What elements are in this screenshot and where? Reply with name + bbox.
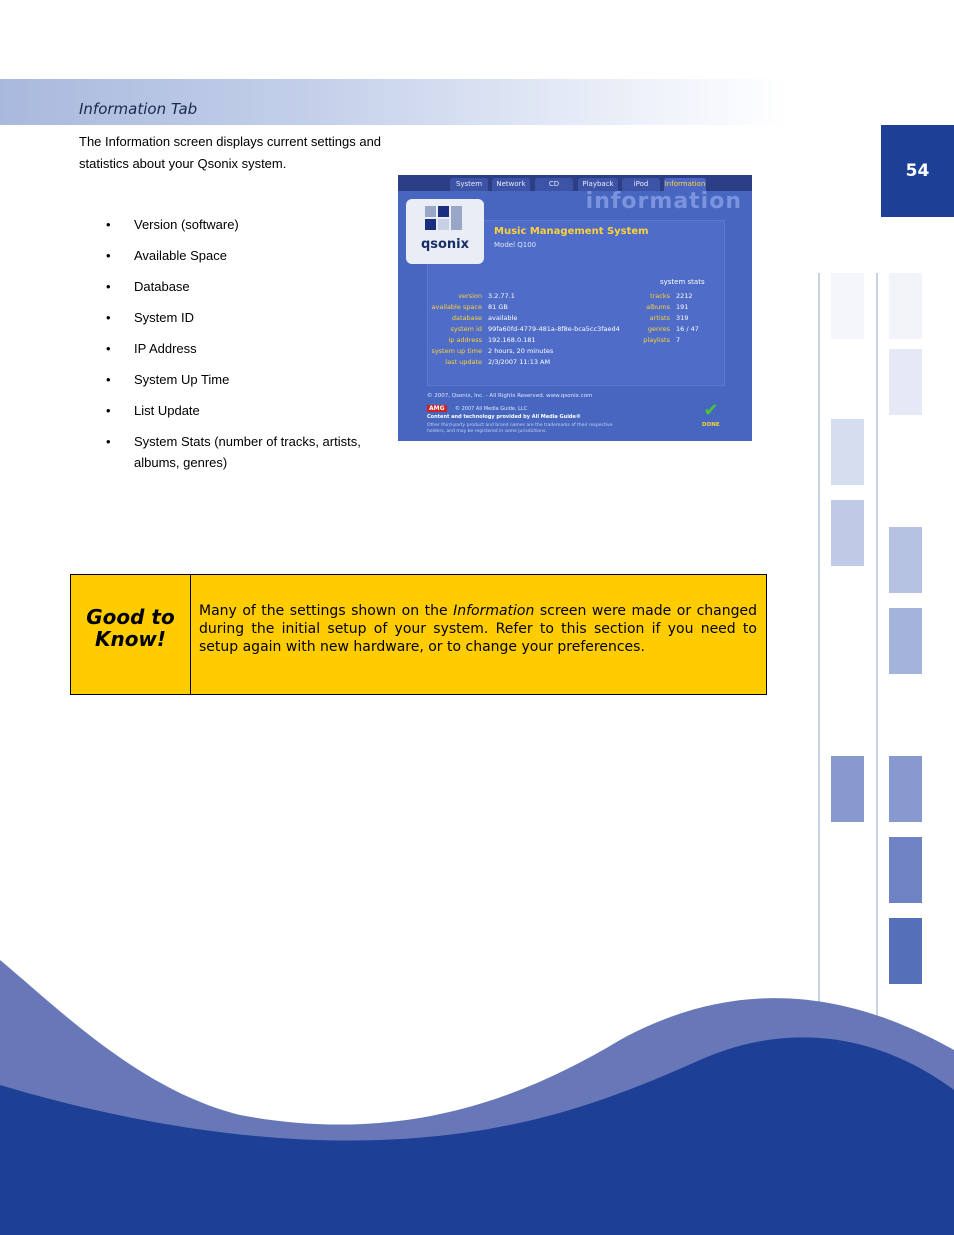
decor-square xyxy=(889,608,922,674)
qsonix-logo xyxy=(406,199,484,264)
decor-square xyxy=(831,419,864,485)
qsonix-logo-icon xyxy=(406,201,484,241)
info-label: ip address xyxy=(448,336,482,344)
info-value: 99fa60fd-4779-481a-8f8e-bca5cc3faed4 xyxy=(488,325,620,333)
page-title: Information Tab xyxy=(79,100,198,118)
wave-dark xyxy=(0,1037,954,1235)
logo-wordmark: qsonix xyxy=(420,237,470,252)
callout-divider xyxy=(190,575,191,694)
feature-list xyxy=(106,214,374,483)
info-label: version xyxy=(458,292,482,300)
product-model: Model Q100 xyxy=(494,241,537,249)
stats-value: 16 / 47 xyxy=(676,325,699,333)
decor-square xyxy=(889,349,922,415)
stats-value: 191 xyxy=(676,303,689,311)
list-item: • System Stats (number of tracks, artists, albums, genres) xyxy=(106,431,374,473)
tab-playback[interactable]: Playback xyxy=(578,178,618,191)
decor-square xyxy=(831,273,864,339)
tab-cd[interactable]: CD xyxy=(535,178,573,191)
amg-copyright: © 2007 All Media Guide, LLC xyxy=(455,406,528,412)
callout-text: Many of the settings shown on the xyxy=(199,603,454,619)
intro-paragraph: The Information screen displays current settings and statistics about your Qsonix system. xyxy=(79,134,382,171)
amg-logo: AMG xyxy=(429,405,445,412)
list-item: • Available Space xyxy=(106,245,374,266)
stats-label: playlists xyxy=(643,336,670,344)
amg-credit: Content and technology provided by All Media Guide® xyxy=(427,414,581,420)
stats-value: 7 xyxy=(676,336,681,344)
list-item: • System ID xyxy=(106,307,374,328)
callout-text: screen were made or changed during the initial setup of your system. Refer to this section if you need to setup again with new hardware, or to change your preferences. xyxy=(199,603,757,655)
stats-label: genres xyxy=(647,325,670,333)
list-item: • System Up Time xyxy=(106,369,374,390)
info-value: 2 hours, 20 minutes xyxy=(488,347,554,355)
stats-value: 2212 xyxy=(676,292,693,300)
info-value: 3.2.77.1 xyxy=(488,292,515,300)
decor-square xyxy=(889,756,922,822)
page-number-tab: 54 xyxy=(881,125,954,217)
stats-value: 319 xyxy=(676,314,689,322)
list-item: • List Update xyxy=(106,400,374,421)
stats-label: albums xyxy=(646,303,670,311)
product-title: Music Management System xyxy=(494,226,649,237)
decor-square xyxy=(889,837,922,903)
list-item: • IP Address xyxy=(106,338,374,359)
info-label: system up time xyxy=(431,347,482,355)
info-label: database xyxy=(451,314,482,322)
decorative-waves xyxy=(0,940,954,1235)
stats-label: artists xyxy=(649,314,670,322)
trademark-note: Other third-party product and brand names are the trademarks of their respective holders, and may be registered in some jurisdictions. xyxy=(427,423,613,434)
list-item: • Database xyxy=(106,276,374,297)
stats-label: tracks xyxy=(650,292,670,300)
good-to-know-callout xyxy=(70,574,767,695)
decor-square xyxy=(831,500,864,566)
decor-square xyxy=(889,273,922,339)
copyright-line: © 2007, Qsonix, Inc. - All Rights Reserved. www.qsonix.com xyxy=(427,393,593,399)
callout-title: Good to Know! xyxy=(86,605,175,651)
done-check-icon[interactable]: ✔ xyxy=(703,400,719,421)
info-value: 2/3/2007 11:13 AM xyxy=(488,358,551,366)
info-label: system id xyxy=(450,325,482,333)
callout-emphasis: Information xyxy=(453,603,535,619)
callout-body xyxy=(199,602,757,656)
stats-heading: system stats xyxy=(660,278,705,286)
info-value: 192.168.0.181 xyxy=(488,336,536,344)
tab-information[interactable]: Information xyxy=(664,178,706,191)
tab-ipod[interactable]: iPod xyxy=(622,178,660,191)
decor-square xyxy=(889,527,922,593)
info-label: available space xyxy=(431,303,482,311)
decor-square xyxy=(831,756,864,822)
tab-system[interactable]: System xyxy=(450,178,488,191)
screen-heading: information xyxy=(585,189,742,214)
info-value: 81 GB xyxy=(488,303,508,311)
info-label: last update xyxy=(445,358,482,366)
done-button-label[interactable]: DONE xyxy=(702,422,720,428)
info-value: available xyxy=(488,314,518,322)
tab-network[interactable]: Network xyxy=(492,178,530,191)
list-item: • Version (software) xyxy=(106,214,374,235)
information-screenshot xyxy=(398,175,752,441)
